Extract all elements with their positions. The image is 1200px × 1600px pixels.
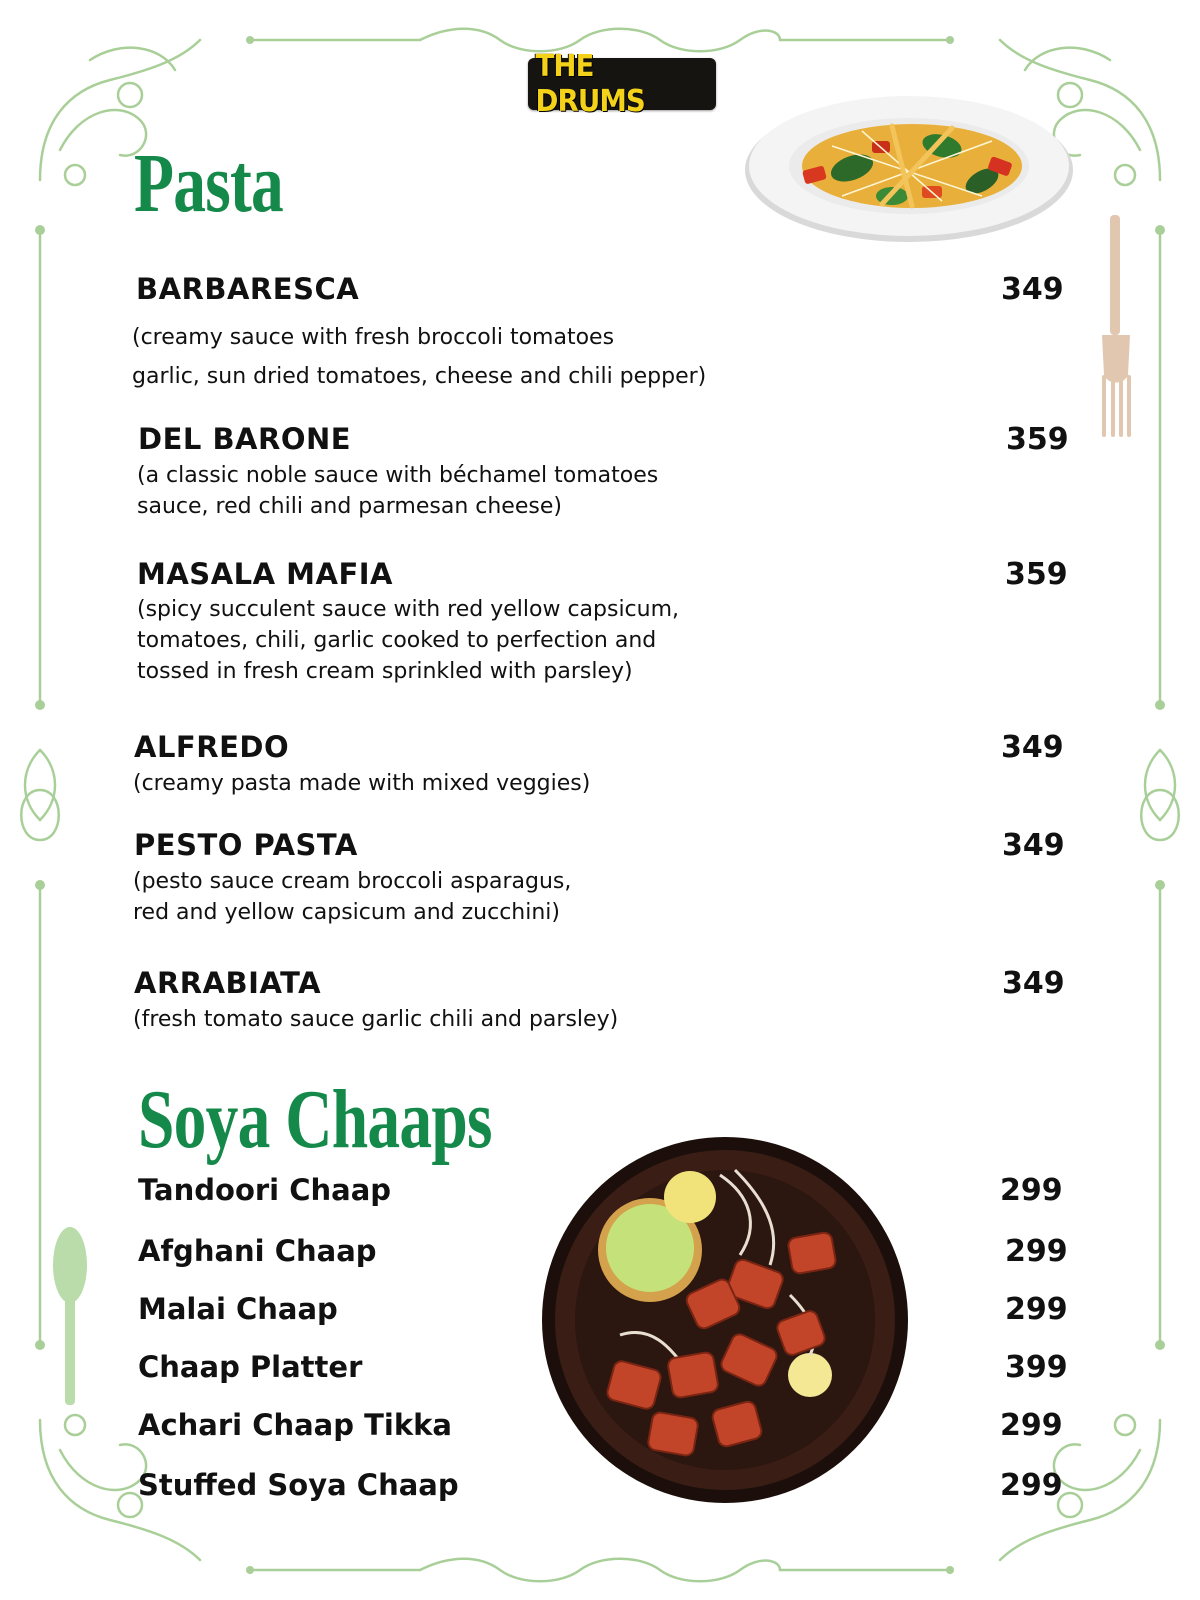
item-description: (spicy succulent sauce with red yellow capsicum, tomatoes, chili, garlic cooked to perfection and tossed in fresh cream sprinkled with parsley) <box>137 597 680 684</box>
item-name: Malai Chaap <box>138 1292 338 1326</box>
item-price: 349 <box>1002 828 1065 863</box>
item-price: 399 <box>1005 1350 1068 1385</box>
item-description: (creamy pasta made with mixed veggies) <box>133 771 591 796</box>
item-price: 299 <box>1000 1468 1063 1503</box>
item-name: PESTO PASTA <box>134 828 358 862</box>
brand-name: THE DRUMS <box>535 49 645 119</box>
item-name: ARRABIATA <box>134 966 322 1000</box>
item-price: 359 <box>1006 422 1069 457</box>
item-price: 299 <box>1005 1234 1068 1269</box>
item-name: MASALA MAFIA <box>137 557 393 591</box>
item-description: (pesto sauce cream broccoli asparagus, red and yellow capsicum and zucchini) <box>133 869 572 925</box>
item-name: Chaap Platter <box>138 1350 363 1384</box>
item-price: 349 <box>1001 272 1064 307</box>
item-name: DEL BARONE <box>138 422 352 456</box>
item-name: Stuffed Soya Chaap <box>138 1468 459 1502</box>
item-price: 299 <box>1000 1173 1063 1208</box>
item-name: Tandoori Chaap <box>138 1173 392 1207</box>
brand-logo <box>528 49 716 119</box>
item-description: (fresh tomato sauce garlic chili and parsley) <box>133 1007 619 1032</box>
section-title-pasta: Pasta <box>134 137 283 230</box>
item-name: Achari Chaap Tikka <box>138 1408 452 1442</box>
pasta-plate-image <box>742 86 1076 246</box>
item-name: BARBARESCA <box>136 272 360 306</box>
item-name: Afghani Chaap <box>138 1234 377 1268</box>
item-price: 349 <box>1002 966 1065 1001</box>
item-name: ALFREDO <box>134 730 290 764</box>
section-title-soya-chaaps: Soya Chaaps <box>138 1073 492 1166</box>
spoon-icon <box>50 1225 90 1405</box>
soya-chaap-bowl-image <box>540 1135 910 1505</box>
item-description: (creamy sauce with fresh broccoli tomatoes garlic, sun dried tomatoes, cheese and chili pepper) <box>132 325 707 389</box>
item-price: 299 <box>1005 1292 1068 1327</box>
item-price: 349 <box>1001 730 1064 765</box>
item-price: 299 <box>1000 1408 1063 1443</box>
item-price: 359 <box>1005 557 1068 592</box>
item-description: (a classic noble sauce with béchamel tomatoes sauce, red chili and parmesan cheese) <box>137 463 659 519</box>
fork-icon <box>1094 215 1138 440</box>
